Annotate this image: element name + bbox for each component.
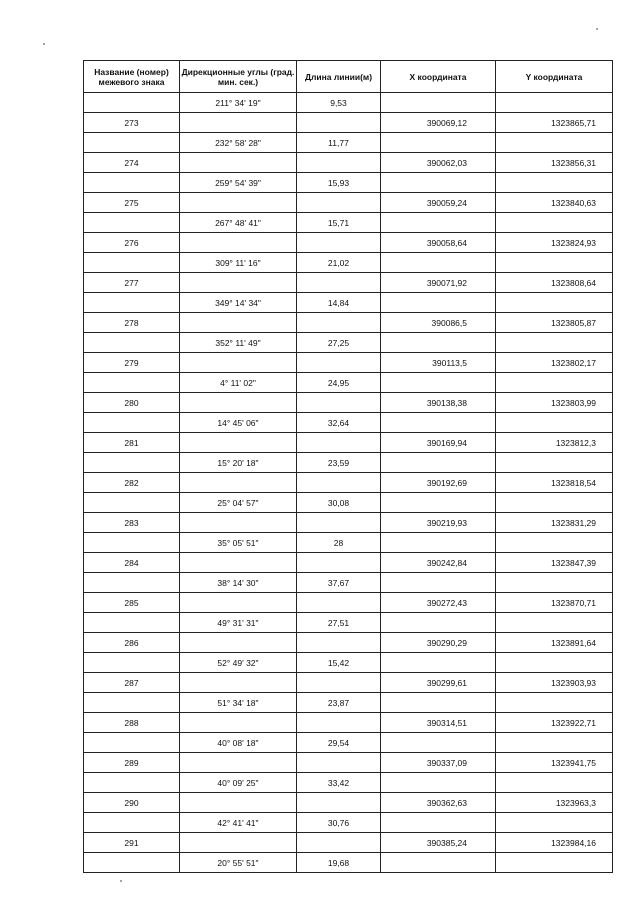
length-cell: 27,25: [297, 333, 381, 353]
length-cell: 27,51: [297, 613, 381, 633]
segment-row: [84, 413, 613, 433]
y-coordinate-cell: [496, 773, 613, 793]
angle-cell: [180, 193, 297, 213]
length-cell: [297, 633, 381, 653]
mark-name-cell: [84, 373, 180, 393]
mark-name-cell: 273: [84, 113, 180, 133]
length-cell: 15,93: [297, 173, 381, 193]
length-cell: 9,53: [297, 93, 381, 113]
segment-row: [84, 453, 613, 473]
x-coordinate-cell: 390299,61: [381, 673, 496, 693]
y-coordinate-cell: 1323856,31: [496, 153, 613, 173]
mark-name-cell: [84, 573, 180, 593]
length-cell: 32,64: [297, 413, 381, 433]
header-x-coordinate: X координата: [381, 61, 496, 93]
mark-name-cell: 278: [84, 313, 180, 333]
angle-cell: 4° 11' 02": [180, 373, 297, 393]
angle-cell: [180, 393, 297, 413]
length-cell: 15,42: [297, 653, 381, 673]
x-coordinate-cell: [381, 453, 496, 473]
point-row: [84, 833, 613, 853]
angle-cell: 40° 09' 25": [180, 773, 297, 793]
segment-row: [84, 213, 613, 233]
length-cell: 23,87: [297, 693, 381, 713]
mark-name-cell: [84, 613, 180, 633]
angle-cell: 51° 34' 18": [180, 693, 297, 713]
mark-name-cell: 290: [84, 793, 180, 813]
x-coordinate-cell: [381, 93, 496, 113]
x-coordinate-cell: 390062,03: [381, 153, 496, 173]
angle-cell: [180, 513, 297, 533]
x-coordinate-cell: [381, 853, 496, 873]
y-coordinate-cell: [496, 453, 613, 473]
segment-row: [84, 813, 613, 833]
mark-name-cell: 281: [84, 433, 180, 453]
x-coordinate-cell: 390192,69: [381, 473, 496, 493]
mark-name-cell: 287: [84, 673, 180, 693]
mark-name-cell: [84, 853, 180, 873]
mark-name-cell: 285: [84, 593, 180, 613]
segment-row: [84, 613, 613, 633]
x-coordinate-cell: [381, 293, 496, 313]
y-coordinate-cell: [496, 653, 613, 673]
angle-cell: [180, 353, 297, 373]
mark-name-cell: 280: [84, 393, 180, 413]
length-cell: 14,84: [297, 293, 381, 313]
x-coordinate-cell: 390086,5: [381, 313, 496, 333]
segment-row: [84, 853, 613, 873]
y-coordinate-cell: [496, 853, 613, 873]
point-row: [84, 473, 613, 493]
y-coordinate-cell: 1323941,75: [496, 753, 613, 773]
angle-cell: 38° 14' 30": [180, 573, 297, 593]
segment-row: [84, 733, 613, 753]
mark-name-cell: [84, 693, 180, 713]
y-coordinate-cell: 1323865,71: [496, 113, 613, 133]
y-coordinate-cell: 1323805,87: [496, 313, 613, 333]
x-coordinate-cell: 390337,09: [381, 753, 496, 773]
x-coordinate-cell: 390272,43: [381, 593, 496, 613]
mark-name-cell: [84, 773, 180, 793]
segment-row: [84, 653, 613, 673]
mark-name-cell: [84, 813, 180, 833]
length-cell: [297, 393, 381, 413]
length-cell: 29,54: [297, 733, 381, 753]
y-coordinate-cell: 1323984,16: [496, 833, 613, 853]
angle-cell: [180, 553, 297, 573]
segment-row: [84, 373, 613, 393]
y-coordinate-cell: [496, 813, 613, 833]
length-cell: [297, 593, 381, 613]
mark-name-cell: 284: [84, 553, 180, 573]
length-cell: [297, 513, 381, 533]
angle-cell: 25° 04' 57": [180, 493, 297, 513]
scan-speck: [120, 880, 122, 882]
angle-cell: 259° 54' 39": [180, 173, 297, 193]
y-coordinate-cell: [496, 733, 613, 753]
mark-name-cell: 289: [84, 753, 180, 773]
x-coordinate-cell: 390362,63: [381, 793, 496, 813]
length-cell: [297, 433, 381, 453]
mark-name-cell: [84, 453, 180, 473]
angle-cell: 232° 58' 28": [180, 133, 297, 153]
angle-cell: 349° 14' 34": [180, 293, 297, 313]
length-cell: 15,71: [297, 213, 381, 233]
mark-name-cell: [84, 733, 180, 753]
angle-cell: 49° 31' 31": [180, 613, 297, 633]
point-row: [84, 513, 613, 533]
length-cell: 24,95: [297, 373, 381, 393]
length-cell: [297, 473, 381, 493]
x-coordinate-cell: [381, 253, 496, 273]
angle-cell: 35° 05' 51": [180, 533, 297, 553]
x-coordinate-cell: [381, 653, 496, 673]
length-cell: 19,68: [297, 853, 381, 873]
y-coordinate-cell: [496, 133, 613, 153]
scan-speck: [596, 28, 598, 30]
length-cell: 23,59: [297, 453, 381, 473]
length-cell: [297, 113, 381, 133]
y-coordinate-cell: 1323831,29: [496, 513, 613, 533]
header-y-coordinate: Y координата: [496, 61, 613, 93]
length-cell: [297, 673, 381, 693]
x-coordinate-cell: [381, 613, 496, 633]
segment-row: [84, 773, 613, 793]
length-cell: 21,02: [297, 253, 381, 273]
segment-row: [84, 293, 613, 313]
scan-speck: [43, 43, 45, 45]
length-cell: 37,67: [297, 573, 381, 593]
point-row: [84, 273, 613, 293]
angle-cell: [180, 153, 297, 173]
point-row: [84, 593, 613, 613]
y-coordinate-cell: 1323870,71: [496, 593, 613, 613]
mark-name-cell: [84, 93, 180, 113]
x-coordinate-cell: 390058,64: [381, 233, 496, 253]
length-cell: 33,42: [297, 773, 381, 793]
angle-cell: [180, 273, 297, 293]
mark-name-cell: [84, 413, 180, 433]
angle-cell: [180, 473, 297, 493]
y-coordinate-cell: [496, 613, 613, 633]
point-row: [84, 793, 613, 813]
y-coordinate-cell: 1323824,93: [496, 233, 613, 253]
x-coordinate-cell: [381, 213, 496, 233]
length-cell: [297, 553, 381, 573]
y-coordinate-cell: [496, 693, 613, 713]
length-cell: [297, 833, 381, 853]
x-coordinate-cell: 390290,29: [381, 633, 496, 653]
length-cell: [297, 793, 381, 813]
angle-cell: 352° 11' 49": [180, 333, 297, 353]
y-coordinate-cell: [496, 573, 613, 593]
angle-cell: 20° 55' 51": [180, 853, 297, 873]
mark-name-cell: [84, 333, 180, 353]
angle-cell: [180, 233, 297, 253]
angle-cell: [180, 833, 297, 853]
x-coordinate-cell: [381, 733, 496, 753]
table-body: [84, 93, 613, 873]
y-coordinate-cell: [496, 333, 613, 353]
point-row: [84, 433, 613, 453]
x-coordinate-cell: 390242,84: [381, 553, 496, 573]
angle-cell: [180, 753, 297, 773]
point-row: [84, 633, 613, 653]
x-coordinate-cell: [381, 573, 496, 593]
point-row: [84, 193, 613, 213]
mark-name-cell: [84, 493, 180, 513]
y-coordinate-cell: 1323922,71: [496, 713, 613, 733]
mark-name-cell: [84, 253, 180, 273]
x-coordinate-cell: [381, 493, 496, 513]
y-coordinate-cell: 1323840,63: [496, 193, 613, 213]
x-coordinate-cell: [381, 533, 496, 553]
length-cell: [297, 353, 381, 373]
y-coordinate-cell: 1323891,64: [496, 633, 613, 653]
segment-row: [84, 173, 613, 193]
mark-name-cell: [84, 173, 180, 193]
header-direction-angle: Дирекционные углы (град. мин. сек.): [180, 61, 297, 93]
length-cell: [297, 713, 381, 733]
point-row: [84, 153, 613, 173]
x-coordinate-cell: 390169,94: [381, 433, 496, 453]
mark-name-cell: 283: [84, 513, 180, 533]
x-coordinate-cell: [381, 373, 496, 393]
x-coordinate-cell: [381, 333, 496, 353]
segment-row: [84, 333, 613, 353]
x-coordinate-cell: [381, 813, 496, 833]
angle-cell: [180, 793, 297, 813]
x-coordinate-cell: 390113,5: [381, 353, 496, 373]
y-coordinate-cell: [496, 413, 613, 433]
segment-row: [84, 93, 613, 113]
y-coordinate-cell: [496, 493, 613, 513]
mark-name-cell: 279: [84, 353, 180, 373]
length-cell: 30,08: [297, 493, 381, 513]
segment-row: [84, 253, 613, 273]
y-coordinate-cell: 1323818,54: [496, 473, 613, 493]
angle-cell: [180, 313, 297, 333]
y-coordinate-cell: 1323847,39: [496, 553, 613, 573]
y-coordinate-cell: 1323812,3: [496, 433, 613, 453]
segment-row: [84, 533, 613, 553]
segment-row: [84, 573, 613, 593]
y-coordinate-cell: 1323963,3: [496, 793, 613, 813]
mark-name-cell: [84, 213, 180, 233]
x-coordinate-cell: 390385,24: [381, 833, 496, 853]
point-row: [84, 673, 613, 693]
mark-name-cell: 288: [84, 713, 180, 733]
mark-name-cell: 275: [84, 193, 180, 213]
x-coordinate-cell: 390059,24: [381, 193, 496, 213]
y-coordinate-cell: [496, 93, 613, 113]
x-coordinate-cell: 390219,93: [381, 513, 496, 533]
header-row: [84, 61, 613, 93]
length-cell: [297, 273, 381, 293]
y-coordinate-cell: [496, 253, 613, 273]
x-coordinate-cell: 390071,92: [381, 273, 496, 293]
mark-name-cell: [84, 133, 180, 153]
table-header: [84, 61, 613, 93]
y-coordinate-cell: [496, 533, 613, 553]
y-coordinate-cell: [496, 373, 613, 393]
y-coordinate-cell: 1323903,93: [496, 673, 613, 693]
angle-cell: 15° 20' 18": [180, 453, 297, 473]
angle-cell: [180, 433, 297, 453]
mark-name-cell: 276: [84, 233, 180, 253]
angle-cell: [180, 633, 297, 653]
point-row: [84, 753, 613, 773]
y-coordinate-cell: [496, 213, 613, 233]
angle-cell: 14° 45' 06": [180, 413, 297, 433]
mark-name-cell: 282: [84, 473, 180, 493]
boundary-coordinates-table: [83, 60, 613, 873]
point-row: [84, 313, 613, 333]
segment-row: [84, 493, 613, 513]
header-mark-name: Название (номер) межевого знака: [84, 61, 180, 93]
x-coordinate-cell: 390069,12: [381, 113, 496, 133]
y-coordinate-cell: 1323808,64: [496, 273, 613, 293]
x-coordinate-cell: 390138,38: [381, 393, 496, 413]
point-row: [84, 713, 613, 733]
x-coordinate-cell: [381, 693, 496, 713]
angle-cell: 309° 11' 16": [180, 253, 297, 273]
angle-cell: 267° 48' 41": [180, 213, 297, 233]
point-row: [84, 353, 613, 373]
point-row: [84, 233, 613, 253]
header-line-length: Длина линии(м): [297, 61, 381, 93]
y-coordinate-cell: [496, 173, 613, 193]
x-coordinate-cell: [381, 413, 496, 433]
length-cell: [297, 233, 381, 253]
point-row: [84, 393, 613, 413]
angle-cell: [180, 673, 297, 693]
length-cell: 28: [297, 533, 381, 553]
mark-name-cell: 291: [84, 833, 180, 853]
y-coordinate-cell: 1323802,17: [496, 353, 613, 373]
y-coordinate-cell: 1323803,99: [496, 393, 613, 413]
x-coordinate-cell: [381, 133, 496, 153]
angle-cell: 40° 08' 18": [180, 733, 297, 753]
angle-cell: [180, 713, 297, 733]
x-coordinate-cell: 390314,51: [381, 713, 496, 733]
x-coordinate-cell: [381, 773, 496, 793]
mark-name-cell: [84, 653, 180, 673]
angle-cell: [180, 593, 297, 613]
y-coordinate-cell: [496, 293, 613, 313]
x-coordinate-cell: [381, 173, 496, 193]
length-cell: [297, 753, 381, 773]
mark-name-cell: 274: [84, 153, 180, 173]
point-row: [84, 113, 613, 133]
length-cell: [297, 193, 381, 213]
length-cell: [297, 153, 381, 173]
segment-row: [84, 693, 613, 713]
point-row: [84, 553, 613, 573]
mark-name-cell: [84, 293, 180, 313]
mark-name-cell: [84, 533, 180, 553]
angle-cell: 211° 34' 19": [180, 93, 297, 113]
mark-name-cell: 286: [84, 633, 180, 653]
length-cell: 11,77: [297, 133, 381, 153]
length-cell: [297, 313, 381, 333]
segment-row: [84, 133, 613, 153]
angle-cell: 42° 41' 41": [180, 813, 297, 833]
angle-cell: [180, 113, 297, 133]
length-cell: 30,76: [297, 813, 381, 833]
mark-name-cell: 277: [84, 273, 180, 293]
angle-cell: 52° 49' 32": [180, 653, 297, 673]
